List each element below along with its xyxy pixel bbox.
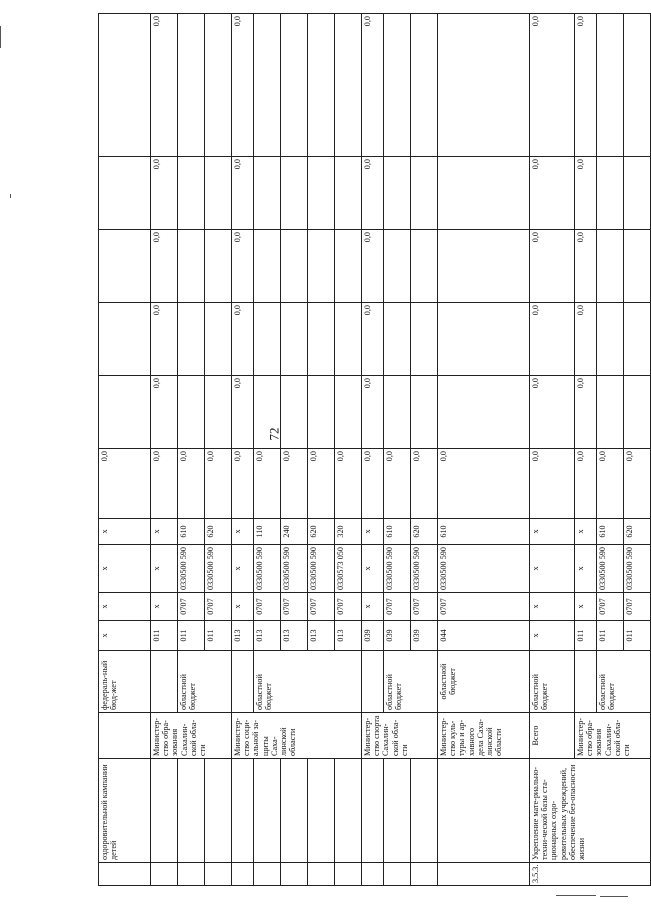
table-cell: 620 (624, 519, 651, 545)
table-cell: 620 (205, 519, 232, 545)
table-cell: х (99, 621, 151, 651)
table-cell: 0,0 (335, 449, 362, 519)
table-cell: 0707 (178, 593, 205, 621)
table-cell: 0330500 590 (178, 545, 205, 593)
table-cell: 0330500 590 (624, 545, 651, 593)
table-cell: 0707 (281, 593, 308, 621)
scan-artifact (556, 895, 596, 896)
source-cell: областной бюджет (438, 651, 530, 713)
table-cell: 013 (281, 621, 308, 651)
table-row (438, 14, 530, 886)
table-cell: 0707 (597, 593, 624, 621)
table-cell: 0330500 590 (281, 545, 308, 593)
table-cell: 0,0 (530, 449, 575, 519)
table-cell: х (232, 593, 254, 621)
table-cell: 013 (335, 621, 362, 651)
table-cell: 0707 (254, 593, 281, 621)
row-text: оздоровительной кампании детей (99, 759, 151, 863)
table-cell: 0,0 (575, 303, 597, 376)
table-cell: 011 (151, 621, 178, 651)
table-cell: 0,0 (624, 449, 651, 519)
table-cell: 0330500 590 (597, 545, 624, 593)
table-cell: 013 (254, 621, 281, 651)
table-cell: 039 (384, 621, 411, 651)
table-cell: 011 (575, 621, 597, 651)
table-cell: 0,0 (362, 376, 384, 449)
table-cell: х (362, 545, 384, 593)
table-cell: х (151, 519, 178, 545)
table-row (99, 14, 151, 886)
table-cell: 620 (411, 519, 438, 545)
table-cell: х (151, 593, 178, 621)
table-cell: 610 (438, 519, 530, 545)
table-cell: 0,0 (151, 14, 178, 157)
table-cell: 0,0 (597, 449, 624, 519)
row-text: федераль-ный бюд-жет (99, 651, 151, 713)
table-cell: 240 (281, 519, 308, 545)
table-cell: 0,0 (362, 157, 384, 230)
table-cell: 013 (308, 621, 335, 651)
table-cell: 0707 (411, 593, 438, 621)
table-cell: 610 (178, 519, 205, 545)
table-cell: 0,0 (232, 157, 254, 230)
table-cell: 0,0 (362, 303, 384, 376)
table-cell: 0707 (438, 593, 530, 621)
table-cell: 610 (384, 519, 411, 545)
table-cell: 0,0 (232, 230, 254, 303)
scan-artifact (10, 194, 11, 198)
table-cell: 0,0 (530, 303, 575, 376)
table-cell: 0,0 (530, 157, 575, 230)
source-cell: областной бюджет (178, 651, 232, 713)
org-cell: Министер-ство куль-туры и ар-хивного дела Саха-линской области (438, 713, 530, 759)
table-cell: 039 (411, 621, 438, 651)
table-cell: х (151, 545, 178, 593)
table-cell: 0,0 (575, 449, 597, 519)
table-cell: х (99, 593, 151, 621)
item-title: Укрепление мате-риально- техни-ческой базы ста-ционарных оздо-ровительных учреждений, обеспечение без-опасности жизни (530, 759, 651, 863)
table-cell: х (575, 593, 597, 621)
table-cell: х (530, 593, 575, 621)
margin-mark (0, 26, 1, 48)
table-cell: 0,0 (151, 230, 178, 303)
rotated-table-wrapper (98, 14, 634, 886)
table-cell: 011 (205, 621, 232, 651)
table-row (232, 14, 254, 886)
table-cell: 0,0 (151, 303, 178, 376)
table-cell: 011 (178, 621, 205, 651)
table-cell: х (232, 519, 254, 545)
table-cell: 044 (438, 621, 530, 651)
source-cell: областной бюджет (384, 651, 438, 713)
table-cell: 0330500 590 (438, 545, 530, 593)
budget-table (98, 13, 651, 886)
table-cell: 0,0 (308, 449, 335, 519)
table-cell: х (362, 519, 384, 545)
table-cell: 110 (254, 519, 281, 545)
table-cell: 0,0 (232, 14, 254, 157)
table-cell: х (99, 519, 151, 545)
table-cell: 320 (335, 519, 362, 545)
table-cell: х (530, 621, 575, 651)
table-cell: 0,0 (530, 230, 575, 303)
table-cell: 0707 (205, 593, 232, 621)
table-cell: 0,0 (438, 449, 530, 519)
org-cell: Министер-ство спорта Сахалин-ской обла-сти (362, 713, 438, 759)
table-row (575, 14, 597, 886)
table-cell: 0,0 (232, 376, 254, 449)
table-cell: х (232, 545, 254, 593)
item-number: 3.5.3. (530, 863, 651, 886)
table-cell: 0,0 (281, 449, 308, 519)
scan-artifact (600, 896, 628, 897)
table-cell: 0,0 (254, 449, 281, 519)
source-cell: областной бюджет (597, 651, 651, 713)
table-cell: х (362, 593, 384, 621)
table-cell: 013 (232, 621, 254, 651)
table-cell: 0,0 (575, 14, 597, 157)
table-cell: 610 (597, 519, 624, 545)
table-cell: 0,0 (575, 157, 597, 230)
table-cell: 0,0 (575, 230, 597, 303)
table-cell: 0,0 (362, 449, 384, 519)
table-cell: х (575, 519, 597, 545)
table-cell: 0,0 (151, 157, 178, 230)
table-cell: 0330500 590 (308, 545, 335, 593)
table-cell: х (575, 545, 597, 593)
table-cell: 039 (362, 621, 384, 651)
table-cell: 0,0 (232, 449, 254, 519)
table-cell: 011 (597, 621, 624, 651)
org-cell: Министер-ство соци-альной за-щиты Саха-линской области (232, 713, 362, 759)
table-cell: 0330500 590 (254, 545, 281, 593)
table-row (530, 14, 575, 886)
table-cell: 011 (624, 621, 651, 651)
table-cell: 0707 (308, 593, 335, 621)
table-cell: 0707 (624, 593, 651, 621)
table-cell: х (530, 545, 575, 593)
table-cell: 0,0 (530, 14, 575, 157)
table-cell: 620 (308, 519, 335, 545)
table-cell: 0,0 (178, 449, 205, 519)
source-cell: областной бюджет (254, 651, 362, 713)
table-cell: 0,0 (575, 376, 597, 449)
source-cell: областной бюджет (530, 651, 575, 713)
table-cell: 0,0 (205, 449, 232, 519)
table-cell: х (530, 519, 575, 545)
table-row (151, 14, 178, 886)
table-cell: 0,0 (530, 376, 575, 449)
table-cell: 0707 (335, 593, 362, 621)
page-number: 72 (266, 427, 282, 441)
table-cell: 0330573 050 (335, 545, 362, 593)
table-cell: х (99, 545, 151, 593)
table-cell: 0,0 (151, 449, 178, 519)
table-cell: 0707 (384, 593, 411, 621)
table-cell: 0,0 (232, 303, 254, 376)
table-cell: 0330500 590 (384, 545, 411, 593)
table-cell: 0,0 (384, 449, 411, 519)
table-cell: Всего (530, 713, 575, 759)
table-cell: 0,0 (362, 14, 384, 157)
org-cell: Министер-ство обра-зования Сахалин-ской обла-сти (575, 713, 651, 759)
table-cell: 0,0 (99, 449, 151, 519)
table-row (362, 14, 384, 886)
table-cell: 0,0 (411, 449, 438, 519)
table-cell: 0,0 (151, 376, 178, 449)
table-cell: 0,0 (362, 230, 384, 303)
org-cell: Министер-ство обра-зования Сахалин-ской обла-сти (151, 713, 232, 759)
table-cell: 0330500 590 (411, 545, 438, 593)
table-cell: 0330500 590 (205, 545, 232, 593)
